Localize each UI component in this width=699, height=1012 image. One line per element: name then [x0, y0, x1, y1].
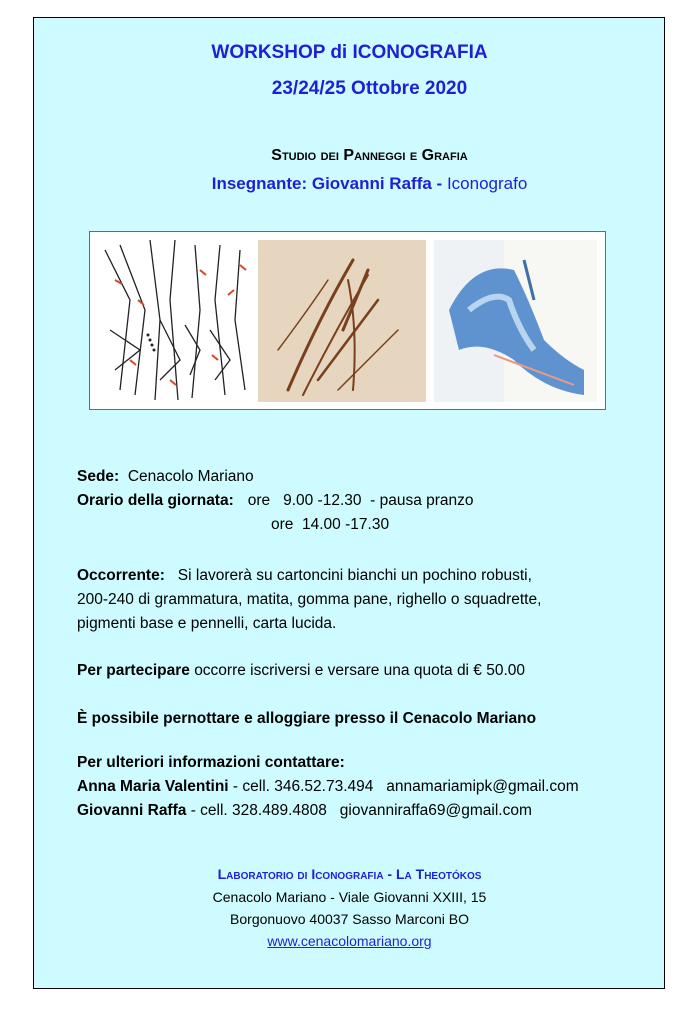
blue-drapery-image: [434, 240, 597, 402]
workshop-dates: 23/24/25 Ottobre 2020: [271, 78, 468, 99]
footer-address1: Cenacolo Mariano - Viale Giovanni XXIII, 15: [212, 889, 487, 905]
contact-row: [77, 802, 532, 820]
contact-name: Giovanni Raffa: [77, 802, 187, 819]
occorrente-text3: pigmenti base e pennelli, carta lucida.: [77, 615, 337, 632]
orario-value2: ore 14.00 -17.30: [271, 516, 390, 533]
orario-label: Orario della giornata:: [77, 492, 234, 509]
partecipare-label: Per partecipare: [77, 662, 190, 679]
footer-website-row: [0, 933, 699, 949]
pernottare-line: È possibile pernottare e alloggiare presso il Cenacolo Mariano: [77, 710, 537, 727]
contact-name: Anna Maria Valentini: [77, 778, 229, 795]
footer-address2: Borgonuovo 40037 Sasso Marconi BO: [230, 911, 469, 927]
sede-value: Cenacolo Mariano: [127, 468, 254, 485]
occorrente-text2: 200-240 di grammatura, matita, gomma pane, righello o squadrette,: [77, 591, 542, 608]
sede-label: Sede:: [77, 468, 120, 485]
occorrente-label: Occorrente:: [77, 567, 165, 584]
orario-value1: ore 9.00 -12.30 - pausa pranzo: [247, 492, 474, 509]
sede-line: [77, 468, 254, 486]
contact-info: - cell. 346.52.73.494 annamariamipk@gmail.com: [232, 778, 579, 795]
footer-org: Laboratorio di Iconografia - La Theotókos: [217, 866, 482, 882]
teacher-line: [0, 174, 699, 194]
website-link[interactable]: www.cenacolomariano.org: [267, 933, 432, 949]
contact-info: - cell. 328.489.4808 giovanniraffa69@gmail.com: [190, 802, 532, 819]
partecipare-line: [77, 662, 525, 680]
occorrente-text1: Si lavorerà su cartoncini bianchi un pochino robusti,: [177, 567, 532, 584]
orario-line1: [77, 492, 474, 510]
contacts-heading: Per ulteriori informazioni contattare:: [77, 754, 345, 771]
drapery-image-strip: [89, 231, 606, 410]
vestment-drawing-image: [100, 240, 250, 402]
contact-row: [77, 778, 579, 796]
teacher-label: Insegnante: Giovanni Raffa -: [211, 174, 443, 193]
partecipare-text: occorre iscriversi e versare una quota di € 50.00: [194, 662, 526, 679]
occorrente-line1: [77, 567, 532, 585]
sepia-drapery-image: [258, 240, 426, 402]
workshop-subtitle: Studio dei Panneggi e Grafia: [271, 147, 468, 164]
teacher-role: Iconografo: [446, 174, 528, 193]
workshop-title: WORKSHOP di ICONOGRAFIA: [211, 42, 488, 63]
